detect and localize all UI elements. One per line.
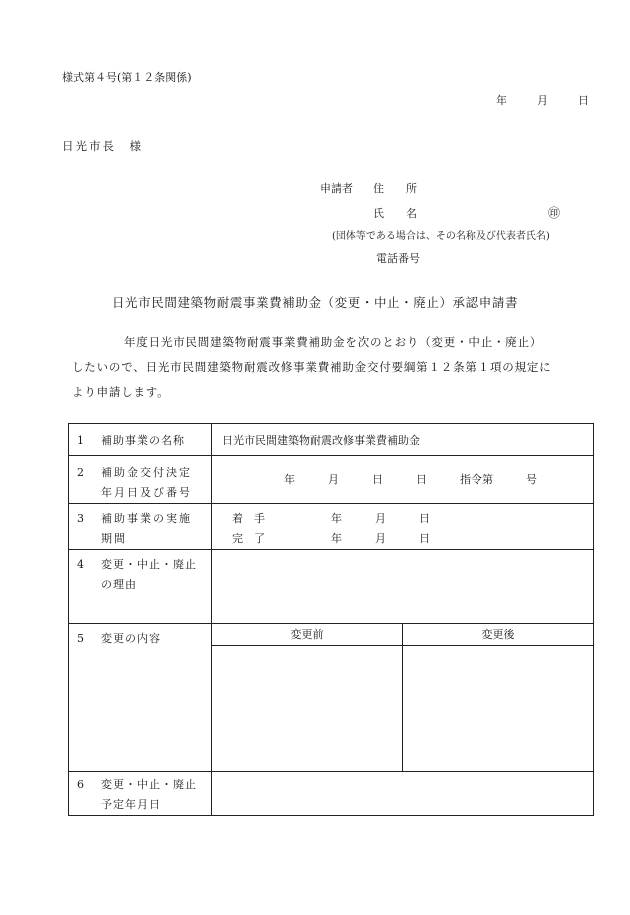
address-label: 住 所 [373,182,417,195]
row-label: 変更・中止・廃止 [101,778,197,791]
group-note: (団体等である場合は、その名称及び代表者氏名) [332,231,550,242]
row-number: 1 [77,434,84,447]
period-cell[interactable] [212,504,594,550]
after-column[interactable] [403,624,593,771]
row-number: 5 [77,632,84,645]
application-table [68,423,594,816]
project-name-value: 日光市民間建築物耐震改修事業費補助金 [222,434,420,447]
date-year: 年 [496,94,507,107]
body-line-2: したいので、日光市民間建築物耐震改修事業費補助金交付要綱第１２条第１項の規定に [72,360,552,374]
scheduled-date-cell[interactable] [212,772,594,816]
row-number: 2 [77,466,84,479]
table-row [69,504,594,550]
end-ymd: 年 月 日 [331,532,430,545]
row-label: 年月日及び番号 [101,486,192,499]
row-label: 補助事業の名称 [101,434,185,447]
before-header: 変更前 [212,624,402,646]
row-number: 6 [77,778,84,791]
row-label: 予定年月日 [101,798,161,811]
body-line-1: 年度日光市民間建築物耐震事業費補助金を次のとおり（変更・中止・廃止） [124,335,543,349]
applicant-label: 申請者 [320,182,353,195]
decision-date-value: 年 月 日 日 指令第 号 [284,473,537,486]
table-row [69,772,594,816]
table-row [69,424,594,456]
row-label: 変更・中止・廃止 [101,558,197,571]
table-row [69,624,594,772]
reason-cell[interactable] [212,550,594,624]
date-month: 月 [537,94,548,107]
body-line-3: より申請します。 [72,385,170,399]
start-ymd: 年 月 日 [331,512,430,525]
name-label: 氏 名 [373,207,417,220]
row-label: 補助金交付決定 [101,466,192,479]
addressee: 日光市長 様 [62,139,143,153]
date-day: 日 [578,94,589,107]
row-number: 4 [77,558,84,571]
end-label: 完 了 [232,532,265,545]
row-number: 3 [77,512,84,525]
row-label: 補助事業の実施 [101,512,192,525]
start-label: 着 手 [232,512,265,525]
table-row [69,456,594,504]
seal-mark: ㊞ [548,206,561,220]
after-header: 変更後 [403,624,593,646]
phone-label: 電話番号 [376,252,420,265]
before-column[interactable] [212,624,403,771]
form-number: 様式第４号(第１２条関係) [62,71,192,84]
document-title: 日光市民間建築物耐震事業費補助金（変更・中止・廃止）承認申請書 [111,295,519,310]
row-label: 期間 [101,532,127,545]
table-row [69,550,594,624]
row-label: の理由 [101,578,137,591]
decision-date-cell[interactable] [212,456,594,504]
project-name-cell[interactable] [212,424,594,456]
date-line [496,92,589,108]
body-text [72,330,592,405]
row-label: 変更の内容 [101,632,161,645]
